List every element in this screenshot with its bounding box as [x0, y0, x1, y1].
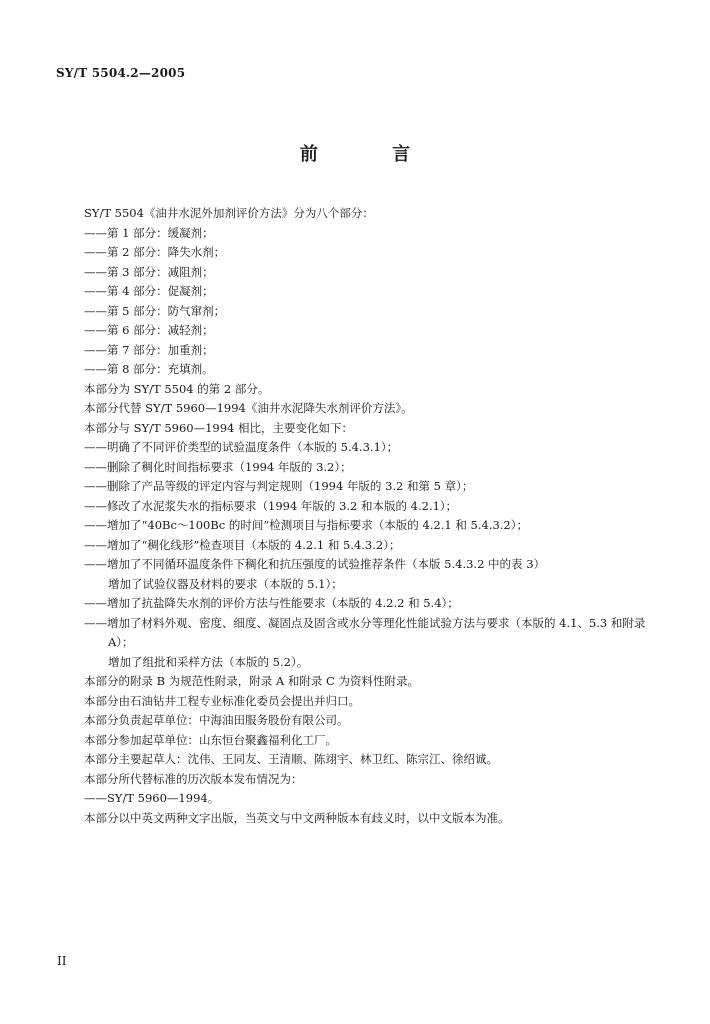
text-line: 本部分的附录 B 为规范性附录，附录 A 和附录 C 为资料性附录。 — [84, 674, 419, 688]
text-line: 本部分所代替标准的历次版本发布情况为： — [84, 771, 303, 786]
list-item: ——增加了不同循环温度条件下稠化和抗压强度的试验推荐条件（本版 5.4.3.2 中的表 3） — [84, 557, 546, 571]
list-item-continuation: 增加了组批和采样方法（本版的 5.2）。 — [108, 654, 309, 669]
text-line: 本部分参加起草单位：山东恒台聚鑫福利化工厂。 — [84, 732, 337, 747]
list-item: ——增加了抗盐降失水剂的评价方法与性能要求（本版的 4.2.2 和 5.4）； — [84, 596, 459, 610]
list-item: ——第 7 部分：加重剂； — [84, 342, 214, 357]
list-item: ——第 8 部分：充填剂。 — [84, 362, 214, 376]
list-item: ——第 6 部分：减轻剂； — [84, 323, 214, 337]
text-line: 本部分负责起草单位：中海油田服务股份有限公司。 — [84, 713, 349, 727]
list-item-continuation: 增加了试验仪器及材料的要求（本版的 5.1）； — [108, 576, 343, 591]
text-line: 本部分为 SY/T 5504 的第 2 部分。 — [84, 381, 270, 396]
text-line: 本部分与 SY/T 5960—1994 相比，主要变化如下： — [84, 420, 354, 435]
list-item: ——SY/T 5960—1994。 — [84, 791, 220, 805]
list-item: ——修改了水泥浆失水的指标要求（1994 年版的 3.2 和本版的 4.2.1）； — [84, 498, 458, 513]
text-line: 本部分代替 SY/T 5960—1994《油井水泥降失水剂评价方法》。 — [84, 401, 413, 415]
list-item: ——删除了产品等级的评定内容与判定规则（1994 年版的 3.2 和第 5 章）； — [84, 479, 474, 493]
page-title: 前 言 — [299, 144, 445, 165]
list-item: ——增加了材料外观、密度、细度、凝固点及固含或水分等理化性能试验方法与要求（本版的 4.1、5.3 和附录 A）； — [84, 615, 646, 649]
list-item: ——明确了不同评价类型的试验温度条件（本版的 5.4.3.1）； — [84, 440, 399, 454]
foreword-body — [84, 204, 654, 828]
list-item: ——第 4 部分：促凝剂； — [84, 284, 214, 298]
list-item: ——第 2 部分：降失水剂； — [84, 245, 226, 259]
standard-code: SY/T 5504.2—2005 — [56, 66, 186, 80]
list-item: ——第 3 部分：减阻剂； — [84, 264, 214, 279]
list-item: ——删除了稠化时间指标要求（1994 年版的 3.2）； — [84, 459, 352, 474]
page-number: II — [57, 954, 67, 968]
list-item: ——增加了“稠化线形”检查项目（本版的 4.2.1 和 5.4.3.2）； — [84, 537, 401, 552]
text-line: SY/T 5504《油井水泥外加剂评价方法》分为八个部分： — [84, 206, 374, 220]
list-item: ——增加了“40Bc～100Bc 的时间”检测项目与指标要求（本版的 4.2.1 和 5.4.3.2）； — [84, 518, 528, 532]
list-item: ——第 1 部分：缓凝剂； — [84, 225, 214, 240]
text-line: 本部分主要起草人：沈伟、王同友、王清顺、陈翊宇、林卫红、陈宗江、徐绍诚。 — [84, 752, 498, 766]
text-line: 本部分以中英文两种文字出版，当英文与中文两种版本有歧义时，以中文版本为准。 — [84, 810, 510, 825]
text-line: 本部分由石油钻井工程专业标准化委员会提出并归口。 — [84, 693, 360, 708]
list-item: ——第 5 部分：防气窜剂； — [84, 303, 226, 318]
